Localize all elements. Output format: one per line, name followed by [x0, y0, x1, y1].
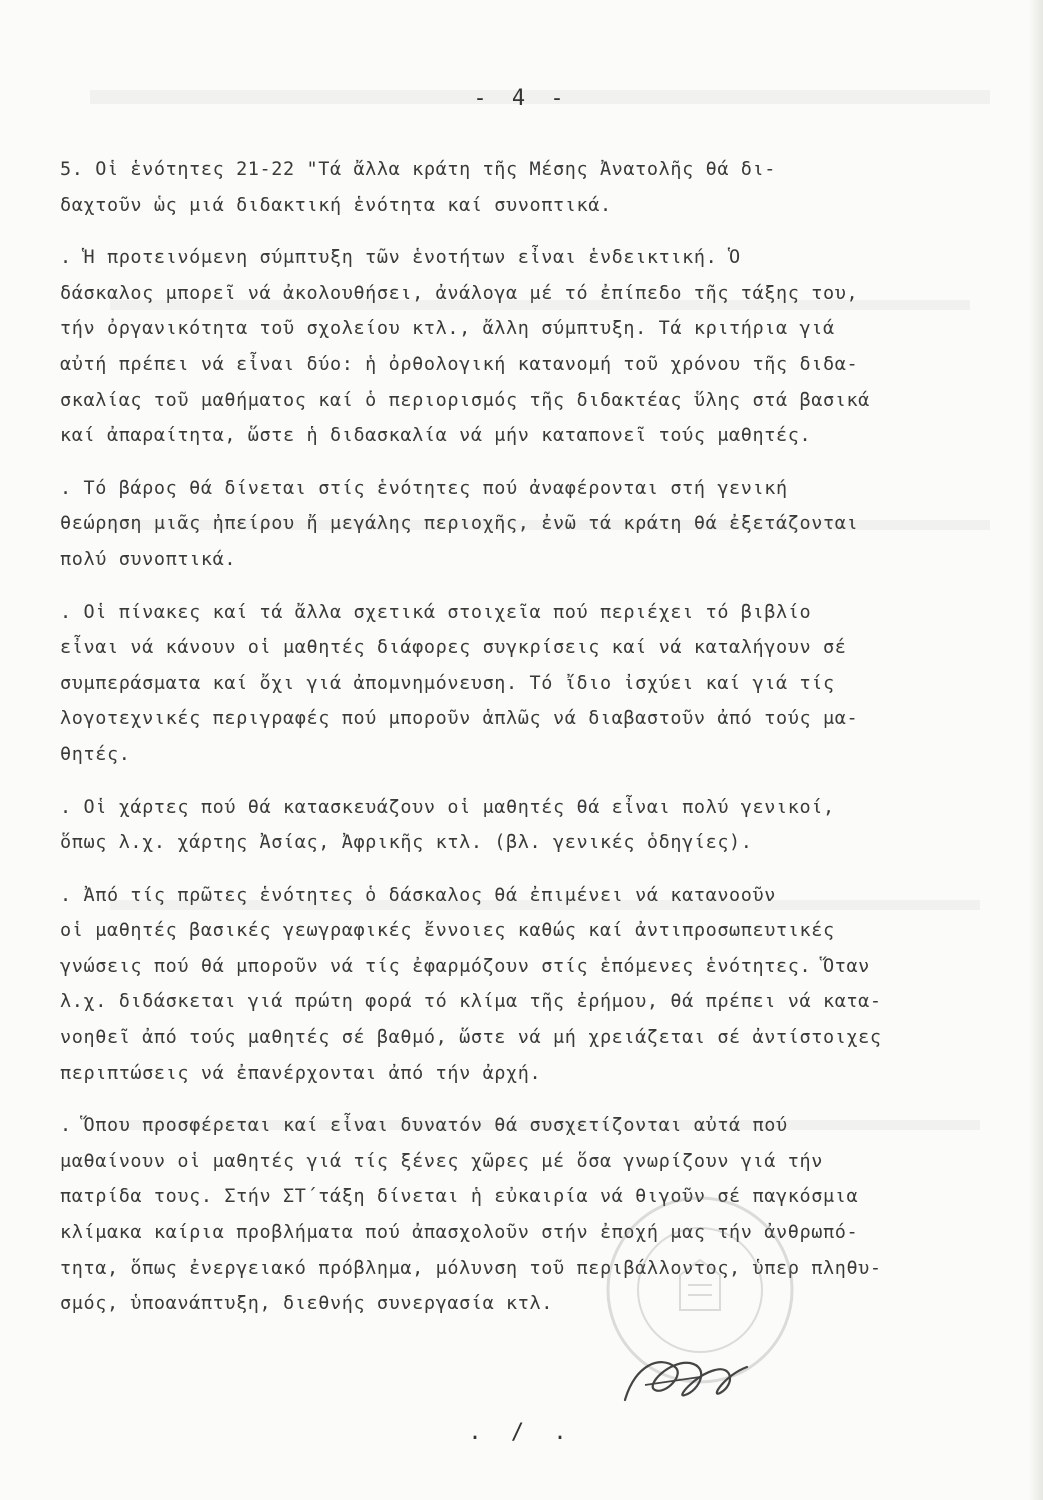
- text-line: σμός, ὑποανάπτυξη, διεθνής συνεργασία κτλ.: [60, 1293, 553, 1315]
- text-line: τήν ὀργανικότητα τοῦ σχολείου κτλ., ἄλλη σύμπτυξη. Τά κριτήρια γιά: [60, 318, 835, 340]
- text-line: σκαλίας τοῦ μαθήματος καί ὁ περιορισμός τῆς διδακτέας ὕλης στά βασικά: [60, 389, 870, 411]
- paragraph: [60, 471, 1000, 578]
- text-line: ὅπως λ.χ. χάρτης Ἀσίας, Ἀφρικῆς κτλ. (βλ. γενικές ὁδηγίες).: [60, 832, 753, 854]
- text-line: πολύ συνοπτικά.: [60, 548, 237, 570]
- text-line: οἱ μαθητές βασικές γεωγραφικές ἔννοιες καθώς καί ἀντιπροσωπευτικές: [60, 920, 835, 942]
- text-line: λ.χ. διδάσκεται γιά πρώτη φορά τό κλίμα τῆς ἐρήμου, θά πρέπει νά κατα-: [60, 991, 882, 1013]
- text-line: λογοτεχνικές περιγραφές πού μποροῦν ἁπλῶς νά διαβαστοῦν ἀπό τούς μα-: [60, 708, 859, 730]
- text-line: δαχτοῦν ὡς μιά διδακτική ἑνότητα καί συνοπτικά.: [60, 194, 612, 216]
- text-line: . Ἀπό τίς πρῶτες ἑνότητες ὁ δάσκαλος θά ἐπιμένει νά κατανοοῦν: [60, 884, 777, 906]
- text-line: περιπτώσεις νά ἐπανέρχονται ἀπό τήν ἀρχή.: [60, 1062, 542, 1084]
- text-line: . Οἱ χάρτες πού θά κατασκευάζουν οἱ μαθητές θά εἶναι πολύ γενικοί,: [60, 796, 835, 818]
- handwritten-signature: [615, 1345, 755, 1415]
- text-line: αὐτή πρέπει νά εἶναι δύο: ἡ ὀρθολογική κατανομή τοῦ χρόνου τῆς διδα-: [60, 353, 859, 375]
- text-line: εἶναι νά κάνουν οἱ μαθητές διάφορες συγκρίσεις καί νά καταλήγουν σέ: [60, 637, 847, 659]
- text-line: θεώρηση μιᾶς ἠπείρου ἤ μεγάλης περιοχῆς, ἐνῶ τά κράτη θά ἐξετάζονται: [60, 513, 859, 535]
- text-line: θητές.: [60, 743, 131, 765]
- paragraph: [60, 152, 1000, 223]
- text-line: γνώσεις πού θά μποροῦν νά τίς ἐφαρμόζουν στίς ἑπόμενες ἑνότητες. Ὅταν: [60, 955, 870, 977]
- text-line: . Ὅπου προσφέρεται καί εἶναι δυνατόν θά συσχετίζονται αὐτά πού: [60, 1115, 788, 1137]
- paragraph: [60, 595, 1000, 773]
- paragraph: [60, 1108, 1000, 1322]
- body-text: [60, 152, 1000, 1322]
- text-line: πατρίδα τους. Στήν ΣΤ΄τάξη δίνεται ἡ εὐκαιρία νά θιγοῦν σέ παγκόσμια: [60, 1186, 859, 1208]
- page-number: - 4 -: [473, 86, 570, 111]
- text-line: μαθαίνουν οἱ μαθητές γιά τίς ξένες χῶρες μέ ὅσα γνωρίζουν γιά τήν: [60, 1150, 823, 1172]
- continuation-mark: . / .: [468, 1420, 575, 1445]
- text-line: . Οἱ πίνακες καί τά ἄλλα σχετικά στοιχεῖα πού περιέχει τό βιβλίο: [60, 601, 812, 623]
- text-line: . Τό βάρος θά δίνεται στίς ἑνότητες πού ἀναφέρονται στή γενική: [60, 477, 788, 499]
- text-line: νοηθεῖ ἀπό τούς μαθητές σέ βαθμό, ὥστε νά μή χρειάζεται σέ ἀντίστοιχες: [60, 1027, 882, 1049]
- page-edge-shadow: [1029, 0, 1043, 1500]
- text-line: δάσκαλος μπορεῖ νά ἀκολουθήσει, ἀνάλογα μέ τό ἐπίπεδο τῆς τάξης του,: [60, 282, 859, 304]
- paragraph: [60, 878, 1000, 1092]
- text-line: . Ἡ προτεινόμενη σύμπτυξη τῶν ἑνοτήτων εἶναι ἑνδεικτική. Ὁ: [60, 247, 741, 269]
- text-line: κλίμακα καίρια προβλήματα πού ἀπασχολοῦν στήν ἐποχή μας τήν ἀνθρωπό-: [60, 1222, 859, 1244]
- text-line: τητα, ὅπως ἐνεργειακό πρόβλημα, μόλυνση τοῦ περιβάλλοντος, ὑπερ πληθυ-: [60, 1257, 882, 1279]
- text-line: καί ἀπαραίτητα, ὥστε ἡ διδασκαλία νά μήν καταπονεῖ τούς μαθητές.: [60, 425, 812, 447]
- paragraph: [60, 240, 1000, 454]
- text-line: συμπεράσματα καί ὄχι γιά ἀπομνημόνευση. Τό ἴδιο ἰσχύει καί γιά τίς: [60, 672, 835, 694]
- paragraph: [60, 790, 1000, 861]
- text-line: 5. Οἱ ἑνότητες 21-22 "Τά ἄλλα κράτη τῆς Μέσης Ἀνατολῆς θά δι-: [60, 159, 777, 180]
